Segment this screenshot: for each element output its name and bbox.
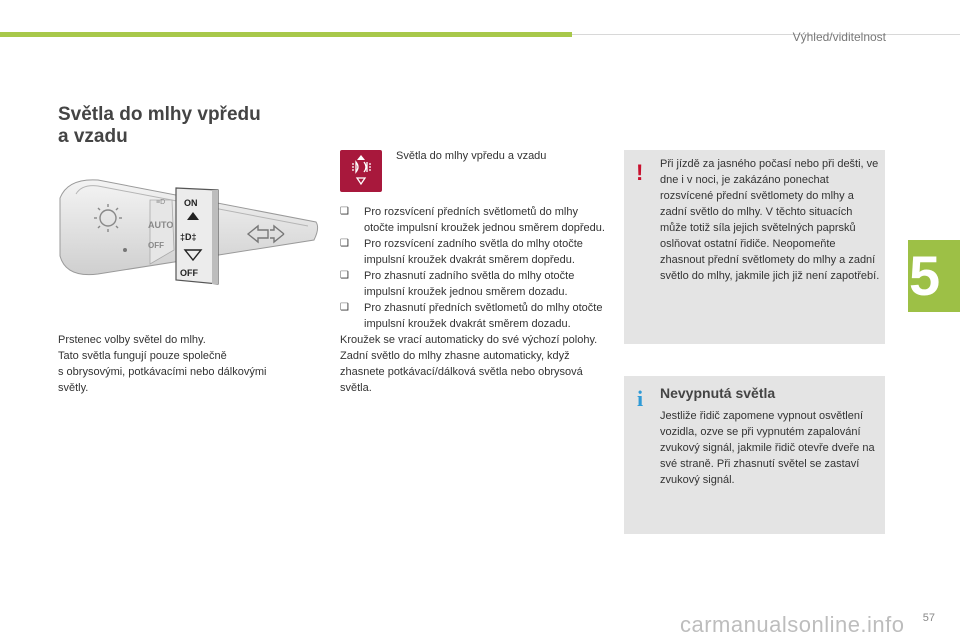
page-number: 57	[922, 612, 935, 624]
instruction-item	[340, 268, 608, 300]
caption-line: Prstenec volby světel do mlhy.	[58, 334, 206, 346]
page-title	[58, 104, 261, 148]
info-icon: i	[637, 386, 644, 411]
section-title: Výhled/viditelnost	[792, 30, 886, 44]
bullet-marker-icon: ❑	[340, 206, 349, 217]
on-label: ON	[184, 198, 198, 208]
instruction-text: Pro rozsvícení zadního světla do mlhy otočte impulsní kroužek dvakrát směrem dopředu.	[364, 238, 583, 266]
page-title-line1: Světla do mlhy vpředu	[58, 104, 261, 125]
instruction-item	[340, 236, 608, 268]
header-divider	[572, 34, 960, 35]
fog-lights-icon	[340, 150, 382, 192]
instructions	[340, 204, 608, 396]
bullet-marker-icon: ❑	[340, 238, 349, 249]
info-box	[624, 376, 885, 534]
bullet-marker-icon: ❑	[340, 302, 349, 313]
svg-text:‡D‡: ‡D‡	[180, 232, 197, 242]
light-stalk-illustration	[58, 170, 320, 288]
warning-box	[624, 150, 885, 344]
caption-line: Tato světla fungují pouze společně	[58, 350, 227, 362]
fog-lights-icon-label: Světla do mlhy vpředu a vzadu	[396, 150, 547, 162]
instruction-text: Pro zhasnutí zadního světla do mlhy otočte impulsní kroužek jednou směrem dozadu.	[364, 270, 575, 298]
bullet-marker-icon: ❑	[340, 270, 349, 281]
info-text: Jestliže řidič zapomene vypnout osvětlení vozidla, ozve se při vypnutém zapalování zvukový signál, jakmile řidič otevře dveře na své straně. Při zhasnutí světel se zastaví zvukový signál.	[660, 410, 875, 486]
off-label: OFF	[148, 241, 164, 250]
page-title-line2: a vzadu	[58, 126, 128, 147]
instruction-item	[340, 204, 608, 236]
instruction-text: Pro zhasnutí předních světlometů do mlhy otočte impulsní kroužek dvakrát směrem dozadu.	[364, 302, 603, 330]
info-heading: Nevypnutá světla	[660, 385, 776, 401]
caption-line: světly.	[58, 382, 89, 394]
instruction-item	[340, 300, 608, 332]
chapter-number: 5	[909, 244, 941, 307]
warning-text: Při jízdě za jasného počasí nebo při dešti, ve dne i v noci, je zakázáno ponechat rozsvícené přední světlomety do mlhy a zadní světlo do mlhy. V těchto situacích může totiž síla jejich světelných paprsků oslňovat ostatní řidiče. Neopomeňte zhasnout přední světlomety do mlhy a zadní světlo do mlhy, jakmile jich již není zapotřebí.	[660, 158, 880, 282]
fog-light-ring	[176, 188, 218, 284]
ring-return-note: Kroužek se vrací automaticky do své výchozí polohy.	[340, 334, 598, 346]
off-ring-label: OFF	[180, 268, 198, 278]
watermark: carmanualsonline.info	[680, 612, 905, 637]
caption-line: s obrysovými, potkávacími nebo dálkovými	[58, 366, 267, 378]
rear-fog-auto-off-note: Zadní světlo do mlhy zhasne automaticky, když zhasnete potkávací/dálková světla nebo obrysová světla.	[340, 350, 583, 394]
instruction-text: Pro rozsvícení předních světlometů do mlhy otočte impulsní kroužek jednou směrem dopředu.	[364, 206, 605, 234]
header-accent-bar	[0, 32, 572, 37]
chapter-tab	[908, 240, 960, 312]
svg-text:≡D: ≡D	[156, 199, 166, 206]
illustration-caption	[58, 332, 298, 396]
auto-label: AUTO	[148, 220, 174, 230]
warning-icon: !	[636, 160, 644, 185]
